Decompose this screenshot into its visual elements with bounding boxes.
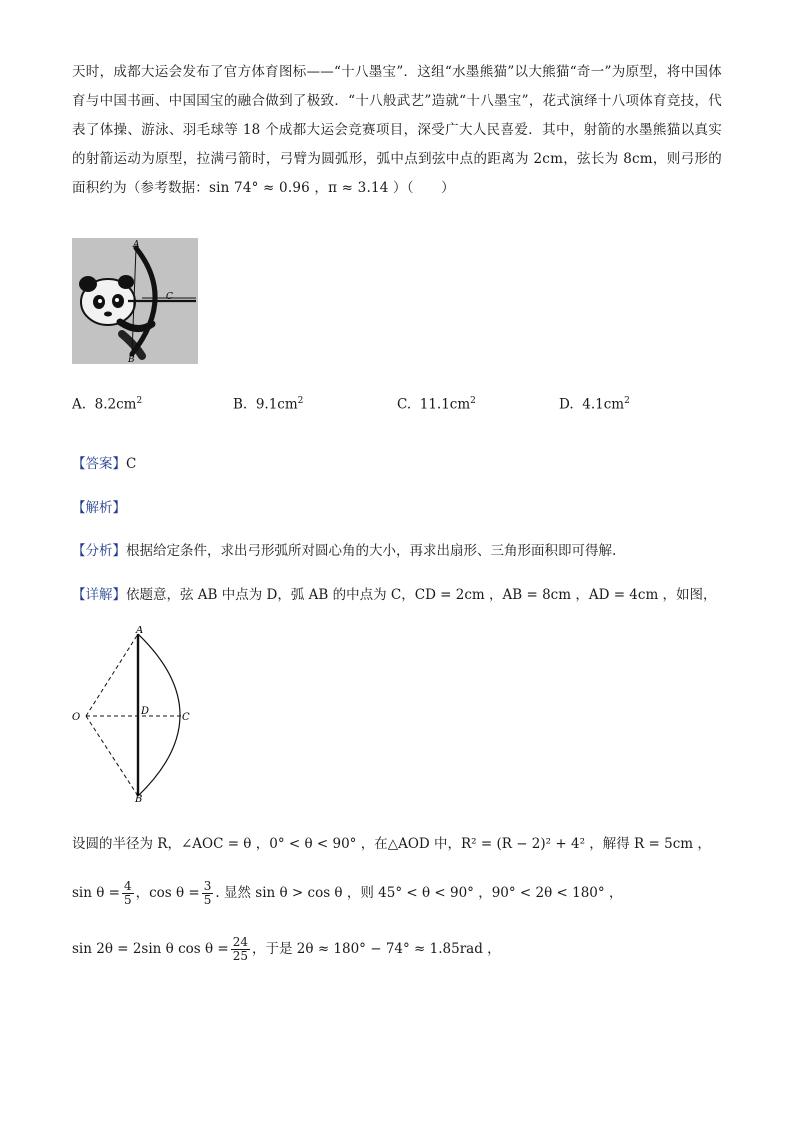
analysis-tag: 【解析】 bbox=[72, 500, 126, 516]
geometry-figure bbox=[66, 626, 216, 804]
choice-letter: A. bbox=[72, 396, 87, 413]
math-line1-text: 设圆的半径为 R，∠AOC = θ ，0° < θ < 90° ，在△AOD 中， bbox=[72, 836, 462, 852]
answer-tag: 【答案】 bbox=[72, 456, 126, 472]
fenxi-tag: 【分析】 bbox=[72, 543, 126, 559]
detail-text: 依题意，弦 AB 中点为 D，弧 AB 的中点为 C，CD = 2cm ，AB = 8cm ，AD = 4cm ，如图， bbox=[126, 587, 717, 603]
analysis-heading bbox=[72, 496, 126, 516]
choice-b[interactable] bbox=[233, 396, 303, 413]
panda-archery-illustration bbox=[72, 238, 198, 364]
math-line-1 bbox=[72, 832, 711, 852]
choice-a[interactable] bbox=[72, 396, 142, 413]
problem-text: 天时，成都大运会发布了官方体育图标——“十八墨宝”．这组“水墨熊猫”以大熊猫“奇一”为原型，将中国体育与中国书画、中国国宝的融合做到了极致．“十八般武艺”造就“十八墨宝”，花式演绎十八项体育竞技，代表了体操、游泳、羽毛球等 18 个成都大运会竞赛项目，深受广大人民喜爱．其中，射箭的水墨熊猫以真实的射箭运动为原型，拉满弓箭时，弓臂为圆弧形，弧中点到弦中点的距离为 2cm，弦长为 8cm，则弓形的面积约为（参考数据：sin 74° ≈ 0.96 ，π ≈ 3.14 ）（ ） bbox=[72, 64, 722, 196]
choice-value: 8.2cm bbox=[94, 396, 137, 413]
fig2-label-a: A bbox=[136, 626, 144, 636]
cos-denominator: 5 bbox=[203, 893, 212, 907]
panda-archery-figure bbox=[72, 238, 198, 364]
fig2-label-b: B bbox=[135, 794, 143, 804]
math-line3-rest: ，于是 2θ ≈ 180° − 74° ≈ 1.85rad ， bbox=[252, 941, 501, 957]
answer-choices bbox=[72, 396, 722, 422]
math-line-2 bbox=[72, 880, 622, 907]
math-line1-equation: R² = (R − 2)² + 4² ，解得 R = 5cm ， bbox=[461, 836, 711, 852]
fenxi-text: 根据给定条件，求出弓形弧所对圆心角的大小，再求出扇形、三角形面积即可得解. bbox=[126, 543, 617, 559]
choice-exponent: 2 bbox=[136, 396, 143, 406]
math-line2-rest: . 显然 sin θ > cos θ ，则 45° < θ < 90° ，90° < 2θ < 180° ， bbox=[215, 885, 623, 901]
detail-tag: 【详解】 bbox=[72, 587, 126, 603]
fig2-label-o: O bbox=[72, 712, 81, 723]
cos-theta-label: ，cos θ = bbox=[135, 885, 200, 901]
choice-letter: D. bbox=[559, 396, 574, 413]
sin2-denominator: 25 bbox=[232, 949, 249, 963]
sin-2theta-label: sin 2θ = 2sin θ cos θ = bbox=[72, 941, 229, 957]
math-line-3 bbox=[72, 936, 501, 963]
choice-value: 11.1cm bbox=[419, 396, 471, 413]
fig1-label-c: C bbox=[166, 292, 173, 302]
answer-value: C bbox=[126, 456, 137, 472]
sin-fraction bbox=[122, 880, 134, 907]
fig1-label-b: B bbox=[128, 355, 135, 364]
choice-exponent: 2 bbox=[624, 396, 630, 406]
sin2-numerator: 24 bbox=[232, 935, 249, 949]
choice-c[interactable] bbox=[397, 396, 476, 413]
fig2-label-d: D bbox=[141, 706, 150, 717]
fig1-label-a: A bbox=[133, 240, 140, 250]
choice-d[interactable] bbox=[559, 396, 630, 413]
cos-fraction bbox=[202, 880, 214, 907]
cos-numerator: 3 bbox=[203, 879, 212, 893]
choice-value: 9.1cm bbox=[255, 396, 298, 413]
sin2-fraction bbox=[231, 936, 250, 963]
choice-exponent: 2 bbox=[297, 396, 304, 406]
sin-theta-label: sin θ = bbox=[72, 885, 120, 901]
detail-line bbox=[72, 583, 717, 603]
choice-exponent: 2 bbox=[470, 396, 476, 406]
fenxi-line bbox=[72, 539, 616, 559]
fig2-label-c: C bbox=[182, 712, 190, 723]
answer-line bbox=[72, 452, 136, 472]
choice-value: 4.1cm bbox=[582, 396, 625, 413]
choice-letter: C. bbox=[397, 396, 412, 413]
circle-segment-diagram bbox=[66, 626, 216, 804]
choice-letter: B. bbox=[233, 396, 248, 413]
sin-numerator: 4 bbox=[123, 879, 132, 893]
sin-denominator: 5 bbox=[123, 893, 132, 907]
